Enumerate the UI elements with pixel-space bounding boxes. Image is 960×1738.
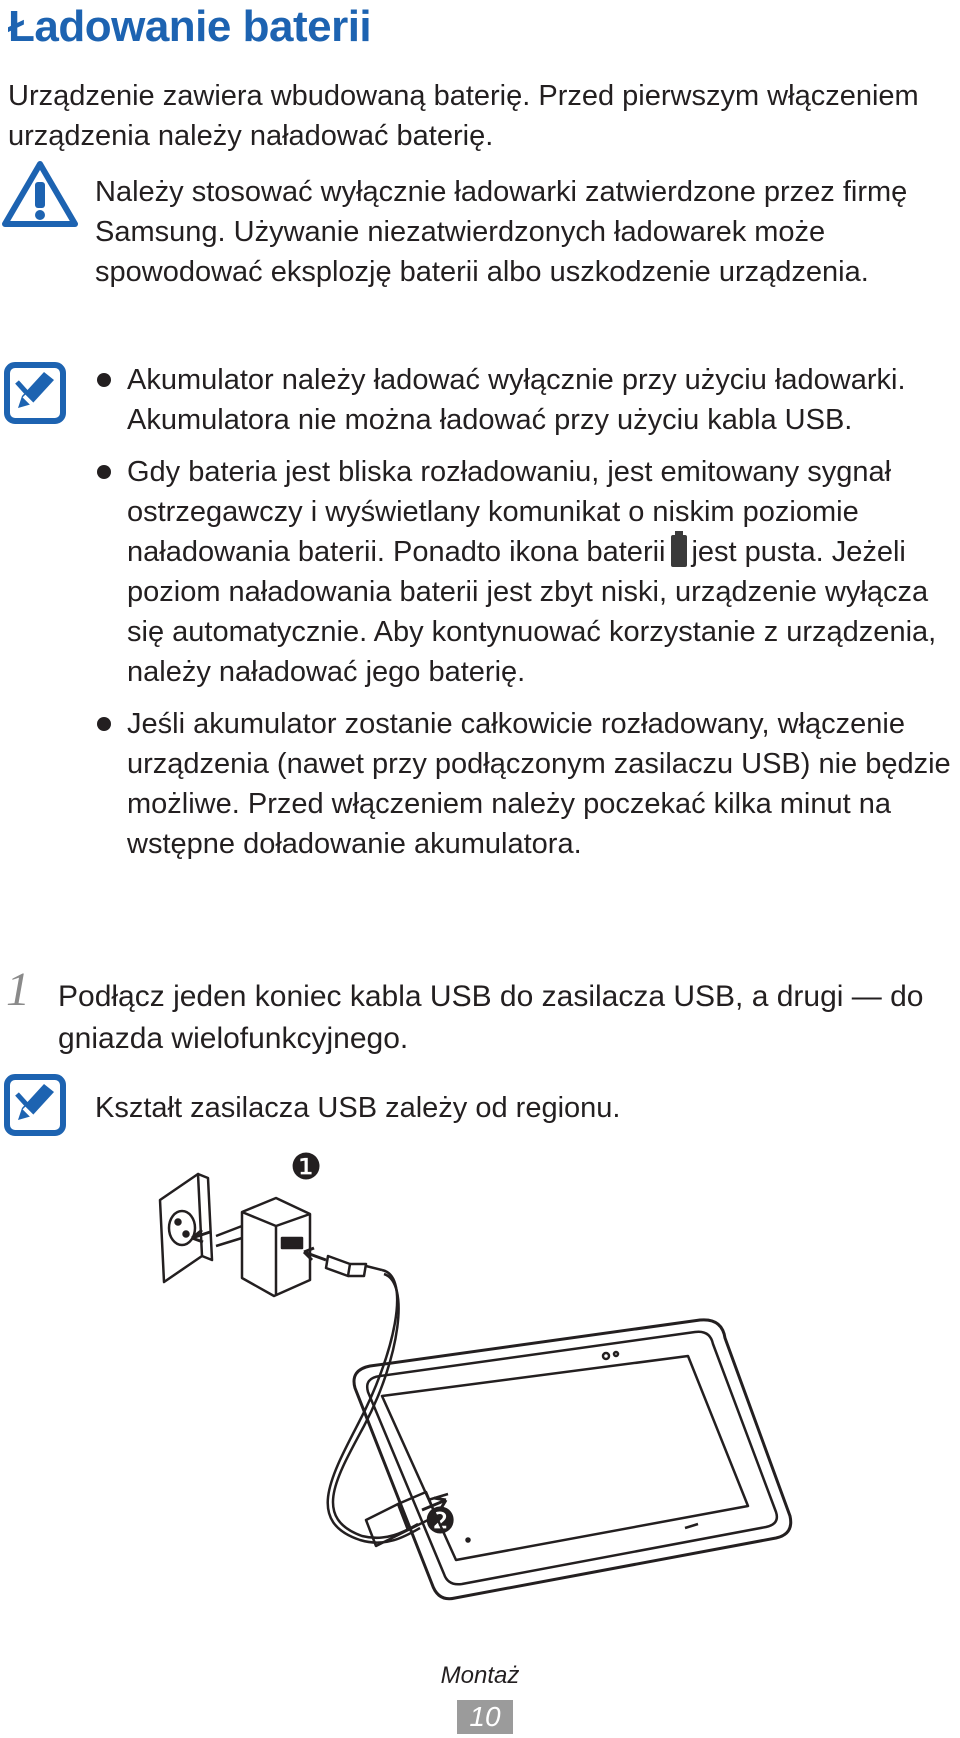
- intro-paragraph: Urządzenie zawiera wbudowaną baterię. Przed pierwszym włączeniem urządzenia należy naładować baterię.: [8, 80, 919, 152]
- notes-list: [95, 360, 955, 876]
- note-pencil-icon: [4, 362, 66, 429]
- callout-2: ❷: [424, 1500, 457, 1541]
- warning-text: Należy stosować wyłącznie ładowarki zatwierdzone przez firmę Samsung. Używanie niezatwierdzonych ładowarek może spowodować eksplozję baterii albo uszkodzenie urządzenia.: [95, 176, 908, 288]
- step-text: Podłącz jeden koniec kabla USB do zasilacza USB, a drugi — do gniazda wielofunkcyjnego.: [58, 980, 924, 1055]
- footer-page-number: 10: [457, 1700, 513, 1734]
- page-title: Ładowanie baterii: [8, 2, 372, 51]
- note2-text: Kształt zasilacza USB zależy od regionu.: [95, 1092, 621, 1124]
- footer-section-name: Montaż: [440, 1662, 520, 1689]
- note-item-text-continued: jest pusta. Jeżeli poziom naładowania baterii jest zbyt niski, urządzenie wyłącza się automatycznie. Aby kontynuować korzystanie z urządzenia, należy naładować jego baterię.: [127, 536, 937, 688]
- list-item: [95, 704, 955, 864]
- battery-empty-icon: [671, 535, 687, 567]
- note-pencil-icon: [4, 1074, 66, 1141]
- warning-triangle-icon: [2, 160, 78, 233]
- note-item-text: Akumulator należy ładować wyłącznie przy użyciu ładowarki. Akumulatora nie można ładować przy użyciu kabla USB.: [127, 364, 906, 436]
- charging-illustration: [150, 1146, 800, 1635]
- note-item-text: Jeśli akumulator zostanie całkowicie rozładowany, włączenie urządzenia (nawet przy podłączonym zasilaczu USB) nie będzie możliwe. Przed włączeniem należy poczekać kilka minut na wstępne doładowanie akumulatora.: [127, 708, 951, 860]
- list-item: [95, 452, 955, 692]
- note-item-text: Gdy bateria jest bliska rozładowaniu, jest emitowany sygnał ostrzegawczy i wyświetlany komunikat o niskim poziomie naładowania baterii. Ponadto ikona baterii: [127, 456, 892, 568]
- bullet-dot: [97, 373, 111, 387]
- bullet-dot: [97, 717, 111, 731]
- callout-1: ❶: [290, 1146, 323, 1187]
- bullet-dot: [97, 465, 111, 479]
- step-number: 1: [6, 963, 30, 1016]
- list-item: [95, 360, 955, 440]
